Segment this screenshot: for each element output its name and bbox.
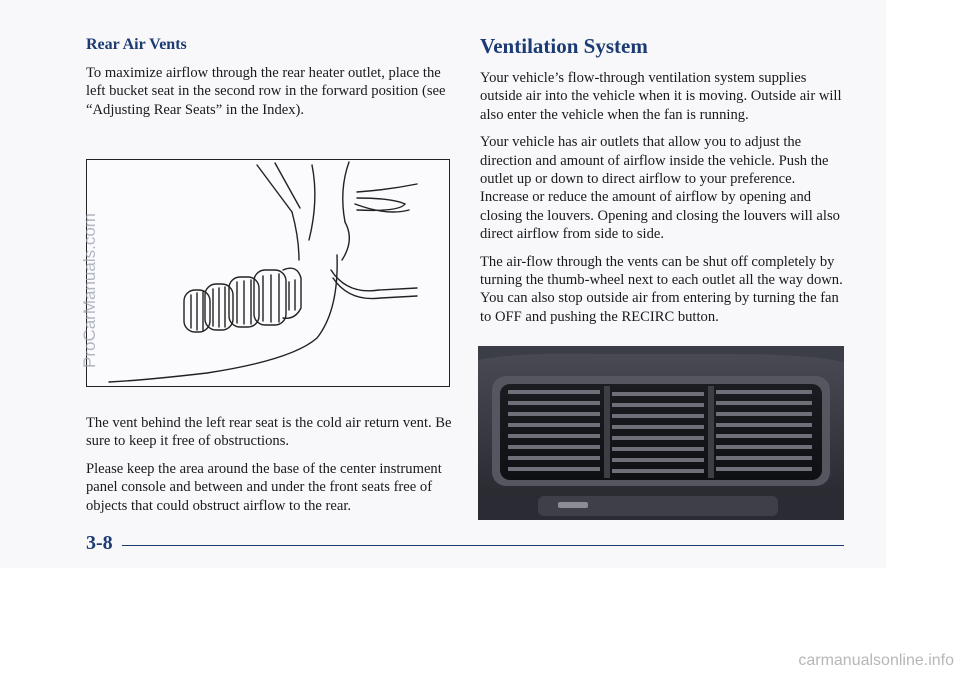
ventilation-system-heading: Ventilation System <box>480 34 648 58</box>
bottom-watermark: carmanualsonline.info <box>798 652 954 669</box>
ventilation-paragraph-2: Your vehicle has air outlets that allow you to adjust the direction and amount of airflow inside the vehicle. Push the outlet up or down to direct airflow to your preference. Increase or reduce the amount of airflow by opening and closing the louvers. Opening and closing the louvers will also direct airflow from side to side. <box>480 134 840 243</box>
footer-rule <box>122 545 844 546</box>
ventilation-paragraph-1: Your vehicle’s flow-through ventilation system supplies outside air into the vehicle when it is moving. Outside air will also enter the vehicle when the fan is running. <box>480 70 842 123</box>
rear-air-vents-continued <box>86 414 456 524</box>
rear-vent-illustration <box>86 159 450 387</box>
rear-vent-line-drawing <box>87 160 449 386</box>
ventilation-system-section <box>480 36 845 335</box>
side-watermark: ProCarManuals.com <box>80 213 99 368</box>
page-number: 3-8 <box>86 532 113 554</box>
dashboard-air-vents-photo <box>478 346 844 520</box>
rear-air-vents-section <box>86 36 456 128</box>
air-vents-photo-drawing <box>478 346 844 520</box>
ventilation-paragraph-3: The air-flow through the vents can be shut off completely by turning the thumb-wheel next to each outlet all the way down. You can also stop outside air from entering by turning the fan to OFF and pushing the RECIRC button. <box>480 253 843 325</box>
rear-air-vents-heading: Rear Air Vents <box>86 36 187 53</box>
rear-air-vents-paragraph-1: To maximize airflow through the rear heater outlet, place the left bucket seat in the second row in the forward position (see “Adjusting Rear Seats” in the Index). <box>86 65 446 118</box>
rear-air-vents-paragraph-2: The vent behind the left rear seat is the cold air return vent. Be sure to keep it free of obstructions. <box>86 415 452 450</box>
rear-air-vents-paragraph-3: Please keep the area around the base of the center instrument panel console and between and under the front seats free of objects that could obstruct airflow to the rear. <box>86 460 442 514</box>
